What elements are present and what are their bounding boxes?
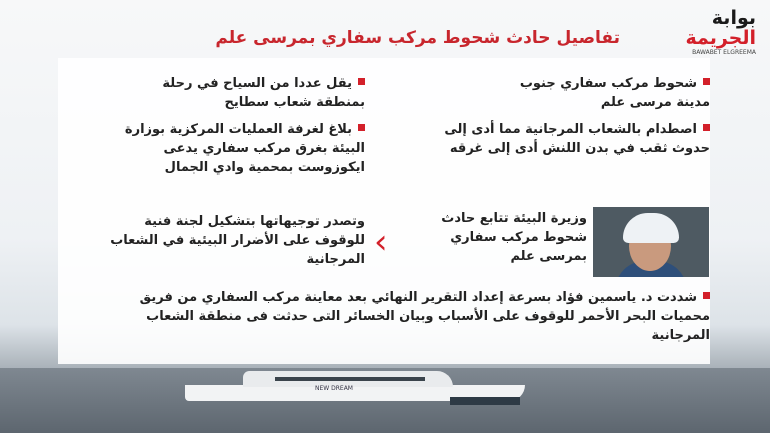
minister-quote: وتصدر توجيهاتها بتشكيل لجنة فنية للوقوف على الأضرار البيئية في الشعاب المرجانية: [110, 214, 365, 267]
bottom-bullet-item: [100, 288, 710, 345]
bullet-square-icon: [703, 124, 710, 131]
boat-window: [275, 377, 425, 381]
chevron-left-icon: ‹: [374, 222, 388, 262]
bullet-item: [440, 120, 710, 158]
page-title: تفاصيل حادث شحوط مركب سفاري بمرسى علم: [215, 28, 620, 48]
bullet-text: يقل عددا من السياح في رحلة بمنطقة شعاب سطايح: [162, 76, 365, 110]
minister-photo: [593, 207, 709, 277]
bullet-text: بلاغ لغرفة العمليات المركزية بوزارة البيئة بغرق مركب سفاري يدعى ايكوزوست بمحمية وادي الجمال: [124, 122, 365, 175]
bullet-text: اصطدام بالشعاب المرجانية مما أدى إلى حدوث ثقب في بدن اللنش أدى إلى غرقه: [444, 122, 710, 156]
logo-tagline: BAWABET ELGREEMA: [692, 49, 756, 56]
bullet-square-icon: [358, 78, 365, 85]
boat-name: NEW DREAM: [315, 385, 353, 392]
minister-headscarf: [623, 213, 679, 243]
site-logo[interactable]: [648, 8, 756, 54]
bullet-item: [110, 74, 365, 112]
bullet-text: شددت د. ياسمين فؤاد بسرعة إعداد التقرير النهائي بعد معاينة مركب السفاري من فريق محميات البحر الأحمر للوقوف على الأسباب وبيان الخسائر التى حدثت فى منطقة الشعاب المرجانية: [139, 290, 710, 343]
bullet-text: شحوط مركب سفاري جنوب مدينة مرسى علم: [519, 76, 710, 110]
bullet-square-icon: [703, 78, 710, 85]
minister-caption: وزيرة البيئة تتابع حادث شحوط مركب سفاري بمرسى علم: [441, 211, 587, 264]
logo-top-text: بوابة: [711, 7, 756, 29]
boat-stern: [450, 397, 520, 405]
bullet-item: [495, 74, 710, 112]
bullet-square-icon: [703, 292, 710, 299]
bullet-square-icon: [358, 124, 365, 131]
safari-boat-image: [185, 365, 545, 415]
bullet-item: [97, 120, 365, 177]
logo-bottom-text: الجريمة: [685, 27, 756, 49]
